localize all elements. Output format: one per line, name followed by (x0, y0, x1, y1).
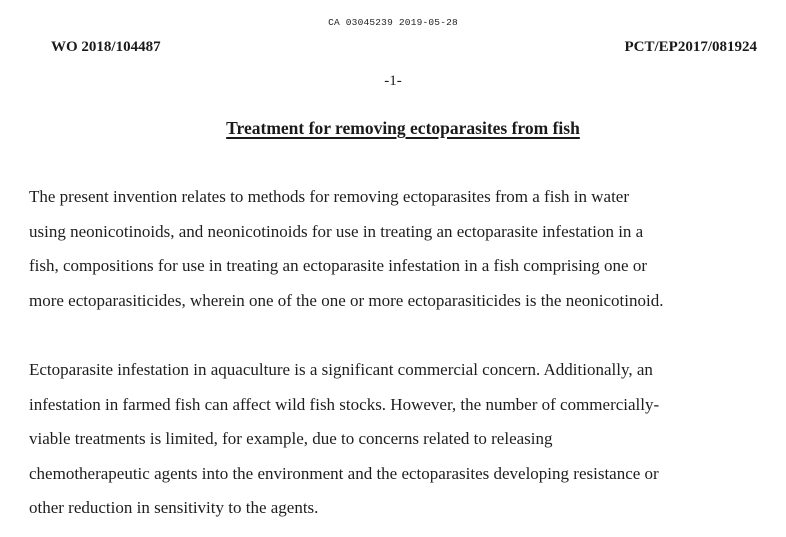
paragraph-line: chemotherapeutic agents into the environment and the ectoparasites developing resistance or (29, 463, 659, 483)
paragraph-line: more ectoparasiticides, wherein one of the one or more ectoparasiticides is the neonicotinoid. (29, 290, 664, 310)
document-title: Treatment for removing ectoparasites from fish (226, 118, 580, 138)
paragraph-line: using neonicotinoids, and neonicotinoids for use in treating an ectoparasite infestation in a (29, 221, 644, 241)
paragraph-line: viable treatments is limited, for example, due to concerns related to releasing (29, 429, 553, 448)
paragraph-1 (29, 180, 663, 318)
paragraph-line: fish, compositions for use in treating an ectoparasite infestation in a fish comprising one or (29, 256, 647, 275)
application-number: PCT/EP2017/081924 (624, 39, 757, 55)
filing-stamp: CA 03045239 2019-05-28 (328, 17, 458, 28)
paragraph-line: Ectoparasite infestation in aquaculture is a significant commercial concern. Additionally, an (29, 360, 653, 379)
paragraph-line: other reduction in sensitivity to the agents. (29, 498, 319, 517)
page-number: -1- (384, 73, 402, 89)
paragraph-line: The present invention relates to methods for removing ectoparasites from a fish in water (29, 187, 630, 206)
paragraph-line: infestation in farmed fish can affect wild fish stocks. However, the number of commercially- (29, 394, 660, 414)
publication-number: WO 2018/104487 (51, 39, 161, 55)
paragraph-2 (29, 353, 659, 526)
